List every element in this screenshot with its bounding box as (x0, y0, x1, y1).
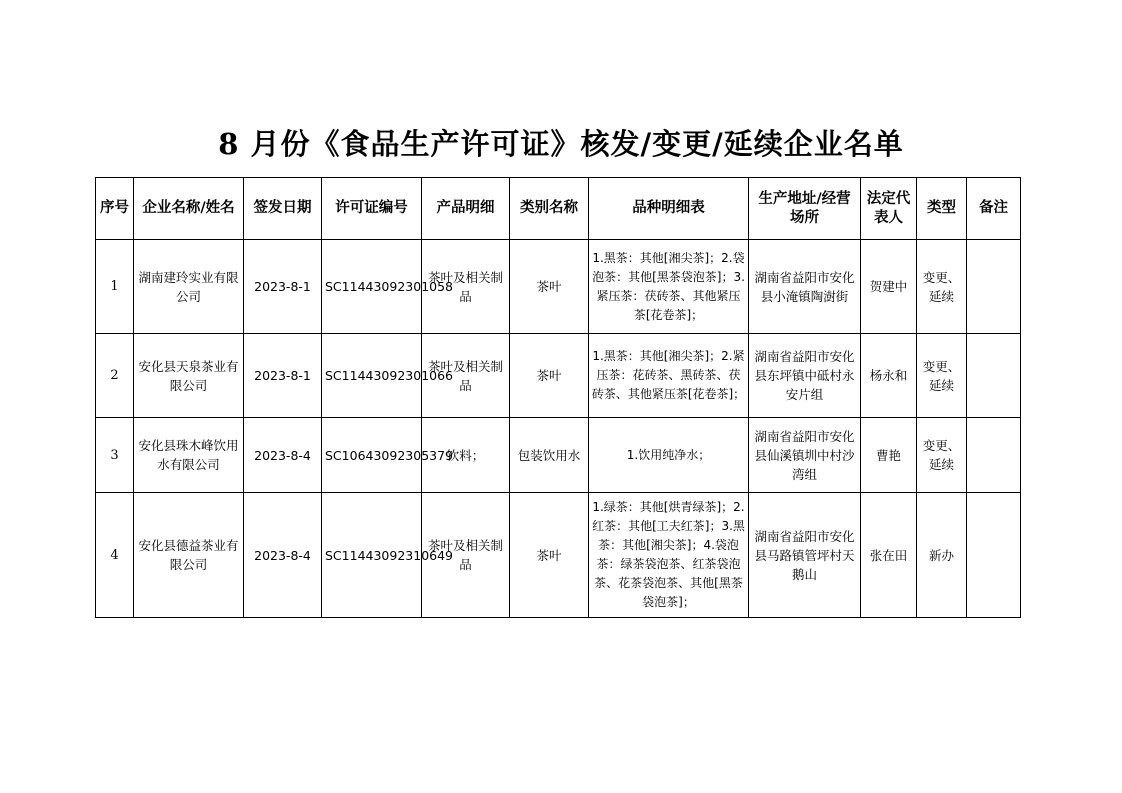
cell-date: 2023-8-1 (244, 334, 322, 418)
cell-type: 变更、延续 (917, 418, 967, 493)
cell-product: 茶叶及相关制品 (422, 334, 510, 418)
cell-note (967, 493, 1021, 618)
cell-seq: 1 (96, 240, 134, 334)
cell-address: 湖南省益阳市安化县小淹镇陶澍街 (749, 240, 861, 334)
cell-date: 2023-8-1 (244, 240, 322, 334)
cell-date: 2023-8-4 (244, 493, 322, 618)
cell-category: 茶叶 (510, 240, 589, 334)
cell-address: 湖南省益阳市安化县仙溪镇圳中村沙湾组 (749, 418, 861, 493)
cell-address: 湖南省益阳市安化县马路镇管坪村天鹅山 (749, 493, 861, 618)
cell-type: 变更、延续 (917, 240, 967, 334)
cell-category: 茶叶 (510, 334, 589, 418)
cell-license: SC11443092301066 (322, 334, 422, 418)
cell-license: SC11443092301058 (322, 240, 422, 334)
cell-address: 湖南省益阳市安化县东坪镇中砥村永安片组 (749, 334, 861, 418)
header-note: 备注 (967, 178, 1021, 240)
cell-product: 饮料； (422, 418, 510, 493)
cell-category: 茶叶 (510, 493, 589, 618)
table-row (96, 418, 1021, 493)
cell-company: 湖南建玲实业有限公司 (134, 240, 244, 334)
header-product: 产品明细 (422, 178, 510, 240)
cell-date: 2023-8-4 (244, 418, 322, 493)
cell-variety: 1.绿茶：其他[烘青绿茶]；2.红茶：其他[工夫红茶]；3.黑茶：其他[湘尖茶]；4.袋泡茶：绿茶袋泡茶、红茶袋泡茶、花茶袋泡茶、其他[黑茶袋泡茶]； (589, 493, 749, 618)
cell-product: 茶叶及相关制品 (422, 240, 510, 334)
header-address: 生产地址/经营场所 (749, 178, 861, 240)
table-row (96, 334, 1021, 418)
cell-note (967, 240, 1021, 334)
header-variety: 品种明细表 (589, 178, 749, 240)
page-title: 8 月份《食品生产许可证》核发/变更/延续企业名单 (218, 127, 904, 161)
header-rep: 法定代表人 (861, 178, 917, 240)
cell-seq: 3 (96, 418, 134, 493)
cell-seq: 2 (96, 334, 134, 418)
cell-license: SC10643092305379 (322, 418, 422, 493)
cell-license: SC11443092310649 (322, 493, 422, 618)
header-category: 类别名称 (510, 178, 589, 240)
table-row (96, 240, 1021, 334)
cell-rep: 曹艳 (861, 418, 917, 493)
cell-type: 变更、延续 (917, 334, 967, 418)
cell-rep: 杨永和 (861, 334, 917, 418)
cell-variety: 1.黑茶：其他[湘尖茶]；2.紧压茶：花砖茶、黑砖茶、茯砖茶、其他紧压茶[花卷茶]； (589, 334, 749, 418)
cell-company: 安化县天泉茶业有限公司 (134, 334, 244, 418)
table-header-row (96, 178, 1021, 240)
cell-note (967, 418, 1021, 493)
header-license: 许可证编号 (322, 178, 422, 240)
header-company: 企业名称/姓名 (134, 178, 244, 240)
cell-note (967, 334, 1021, 418)
cell-rep: 贺建中 (861, 240, 917, 334)
cell-product: 茶叶及相关制品 (422, 493, 510, 618)
header-date: 签发日期 (244, 178, 322, 240)
cell-type: 新办 (917, 493, 967, 618)
license-table (95, 177, 1021, 618)
header-type: 类型 (917, 178, 967, 240)
cell-variety: 1.黑茶：其他[湘尖茶]；2.袋泡茶：其他[黑茶袋泡茶]；3.紧压茶：茯砖茶、其他紧压茶[花卷茶]； (589, 240, 749, 334)
cell-variety: 1.饮用纯净水； (589, 418, 749, 493)
table-row (96, 493, 1021, 618)
cell-company: 安化县珠木峰饮用水有限公司 (134, 418, 244, 493)
cell-category: 包装饮用水 (510, 418, 589, 493)
cell-rep: 张在田 (861, 493, 917, 618)
header-seq: 序号 (96, 178, 134, 240)
cell-company: 安化县德益茶业有限公司 (134, 493, 244, 618)
cell-seq: 4 (96, 493, 134, 618)
